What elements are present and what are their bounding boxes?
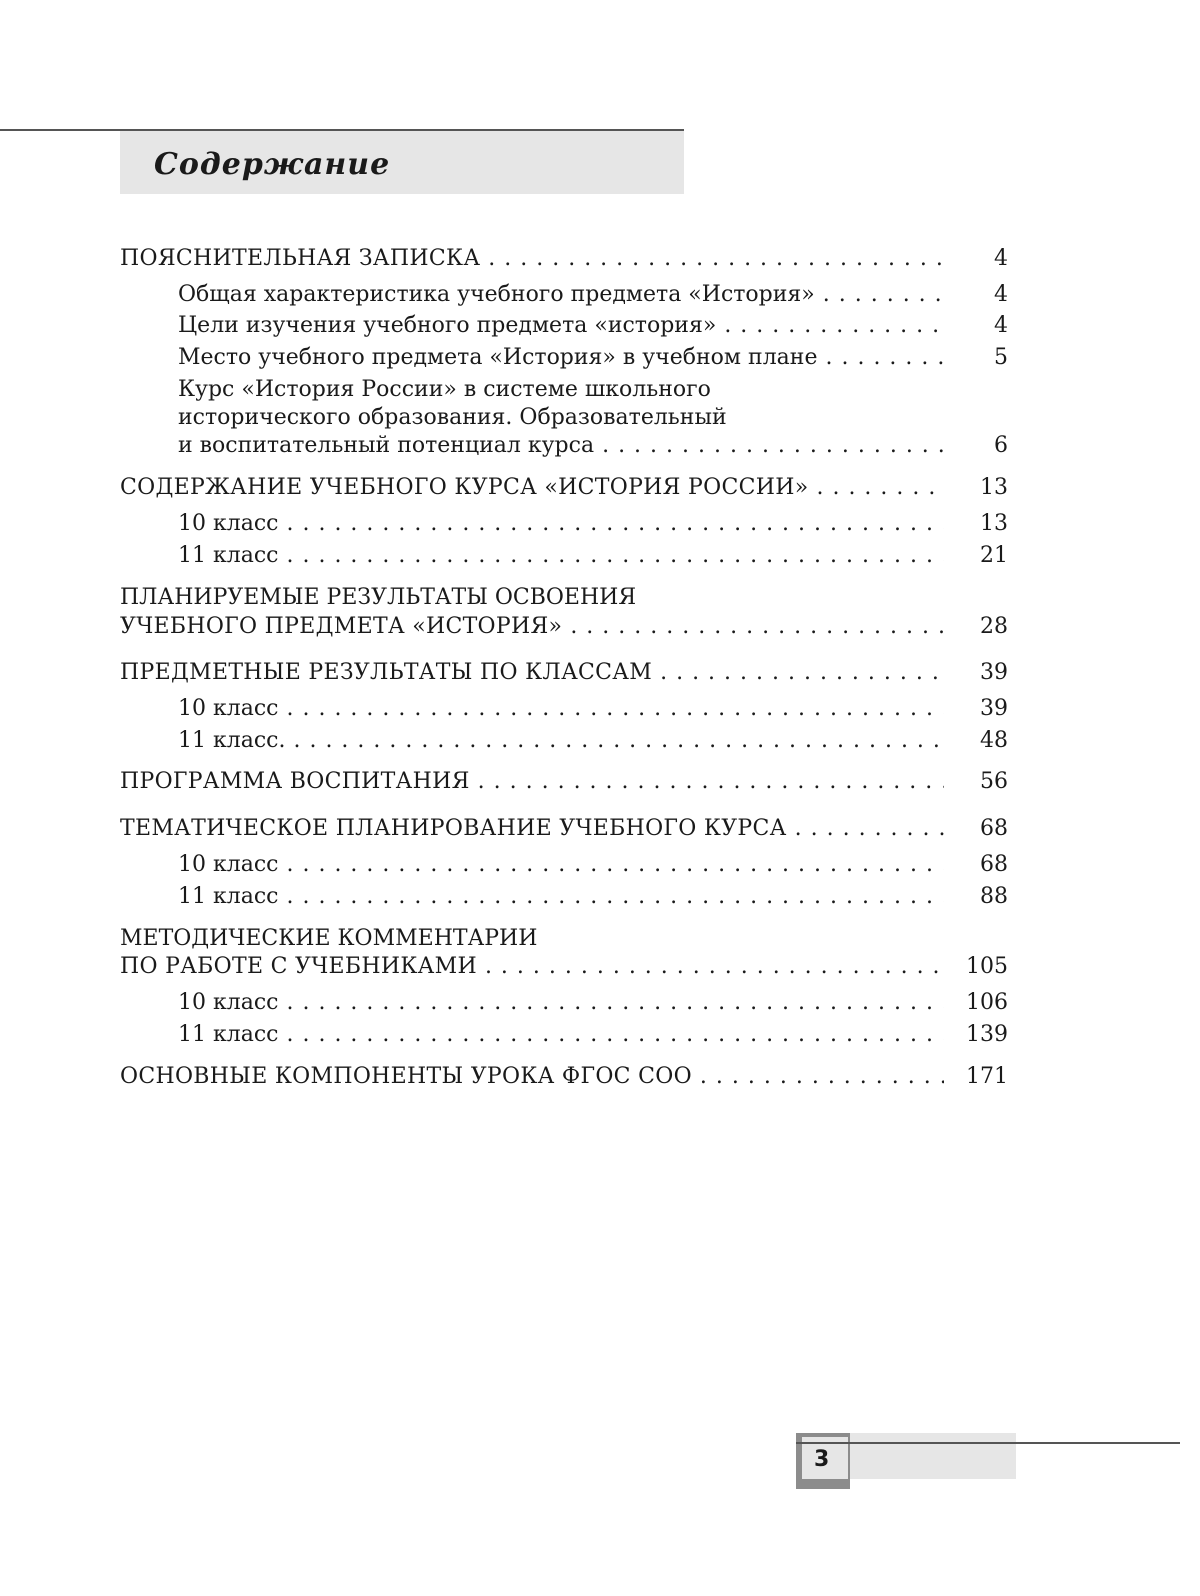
toc-entry-page: 139 — [966, 1022, 1008, 1047]
toc-entry-title-line[interactable]: исторического образования. Образовательный — [178, 405, 727, 430]
toc-leader-dots — [293, 726, 944, 756]
toc-entry-page: 13 — [980, 511, 1008, 536]
toc-entry-title: и воспитательный потенциал курса — [178, 433, 595, 458]
toc-leader-dots — [823, 280, 944, 310]
toc-entry[interactable] — [178, 541, 1008, 571]
toc-leader-dots — [286, 988, 944, 1018]
toc-entry-title: ПРЕДМЕТНЫЕ РЕЗУЛЬТАТЫ ПО КЛАССАМ — [120, 660, 653, 685]
toc-entry[interactable] — [120, 814, 1008, 844]
toc-leader-dots — [825, 343, 944, 373]
toc-leader-dots — [660, 658, 944, 688]
toc-entry-title-line[interactable]: Курс «История России» в системе школьного — [178, 377, 711, 402]
toc-entry[interactable] — [178, 343, 1008, 373]
toc-entry-title: 10 класс — [178, 696, 279, 721]
toc-leader-dots — [795, 814, 944, 844]
toc-entry-title: Место учебного предмета «История» в учебном плане — [178, 345, 818, 370]
toc-entry-page: 106 — [966, 990, 1008, 1015]
toc-entry-title: ПРОГРАММА ВОСПИТАНИЯ — [120, 769, 470, 794]
toc-entry-page: 68 — [980, 852, 1008, 877]
toc-leader-dots — [286, 882, 944, 912]
toc-entry-title: УЧЕБНОГО ПРЕДМЕТА «ИСТОРИЯ» — [120, 614, 563, 639]
toc-entry[interactable] — [120, 1062, 1008, 1092]
toc-entry[interactable] — [120, 244, 1008, 274]
toc-leader-dots — [286, 850, 944, 880]
footer-rule — [796, 1442, 1180, 1444]
toc-entry-page: 39 — [980, 696, 1008, 721]
toc-entry-page: 171 — [966, 1064, 1008, 1089]
toc-entry-title-line[interactable]: ПЛАНИРУЕМЫЕ РЕЗУЛЬТАТЫ ОСВОЕНИЯ — [120, 585, 637, 610]
toc-entry-page: 39 — [980, 660, 1008, 685]
toc-entry-page: 4 — [994, 313, 1008, 338]
toc-leader-dots — [286, 1020, 944, 1050]
toc-entry[interactable] — [120, 767, 1008, 797]
toc-leader-dots — [478, 767, 944, 797]
page-number: 3 — [814, 1447, 830, 1472]
toc-entry-title: Цели изучения учебного предмета «история» — [178, 313, 717, 338]
toc-entry-title: 10 класс — [178, 852, 279, 877]
toc-entry-page: 105 — [966, 954, 1008, 979]
toc-leader-dots — [570, 612, 944, 642]
toc-entry[interactable] — [120, 658, 1008, 688]
toc-entry[interactable] — [178, 509, 1008, 539]
toc-entry[interactable] — [178, 694, 1008, 724]
toc-entry-page: 28 — [980, 614, 1008, 639]
toc-entry[interactable] — [178, 850, 1008, 880]
toc-entry-page: 5 — [994, 345, 1008, 370]
toc-entry-page: 68 — [980, 816, 1008, 841]
toc-entry[interactable] — [178, 988, 1008, 1018]
toc-entry-page: 48 — [980, 728, 1008, 753]
toc-entry[interactable] — [120, 952, 1008, 982]
toc-leader-dots — [488, 244, 944, 274]
toc-entry-title: Общая характеристика учебного предмета «История» — [178, 282, 815, 307]
toc-entry-page: 21 — [980, 543, 1008, 568]
toc-entry[interactable] — [178, 882, 1008, 912]
toc-entry-title: 11 класс — [178, 1022, 279, 1047]
toc-leader-dots — [816, 473, 944, 503]
toc-leader-dots — [724, 311, 944, 341]
toc-entry-page: 6 — [994, 433, 1008, 458]
toc-leader-dots — [286, 541, 944, 571]
toc-entry-title: 10 класс — [178, 511, 279, 536]
toc-entry-page: 56 — [980, 769, 1008, 794]
toc-entry-title: 11 класс — [178, 543, 279, 568]
toc-entry[interactable] — [178, 431, 1008, 461]
toc-entry-page: 4 — [994, 246, 1008, 271]
toc-entry-title: ТЕМАТИЧЕСКОЕ ПЛАНИРОВАНИЕ УЧЕБНОГО КУРСА — [120, 816, 787, 841]
toc-entry-title: ОСНОВНЫЕ КОМПОНЕНТЫ УРОКА ФГОС СОО — [120, 1064, 692, 1089]
toc-entry[interactable] — [178, 726, 1008, 756]
toc-leader-dots — [286, 509, 944, 539]
toc-entry-title-line[interactable]: МЕТОДИЧЕСКИЕ КОММЕНТАРИИ — [120, 926, 538, 951]
toc-leader-dots — [286, 694, 944, 724]
toc-entry[interactable] — [178, 280, 1008, 310]
toc-leader-dots — [602, 431, 944, 461]
toc-entry[interactable] — [120, 612, 1008, 642]
toc-entry-title: СОДЕРЖАНИЕ УЧЕБНОГО КУРСА «ИСТОРИЯ РОССИИ» — [120, 475, 809, 500]
toc-entry-title: 11 класс. — [178, 728, 286, 753]
toc-entry-page: 13 — [980, 475, 1008, 500]
toc-entry-page: 4 — [994, 282, 1008, 307]
toc-entry[interactable] — [120, 473, 1008, 503]
toc-leader-dots — [485, 952, 944, 982]
toc-entry[interactable] — [178, 311, 1008, 341]
toc-entry-title: ПОЯСНИТЕЛЬНАЯ ЗАПИСКА — [120, 246, 481, 271]
page-title: Содержание — [154, 147, 391, 182]
toc-entry-title: 10 класс — [178, 990, 279, 1015]
toc-entry-title: 11 класс — [178, 884, 279, 909]
toc-leader-dots — [700, 1062, 944, 1092]
toc-entry-page: 88 — [980, 884, 1008, 909]
toc-entry[interactable] — [178, 1020, 1008, 1050]
toc-entry-title: ПО РАБОТЕ С УЧЕБНИКАМИ — [120, 954, 477, 979]
